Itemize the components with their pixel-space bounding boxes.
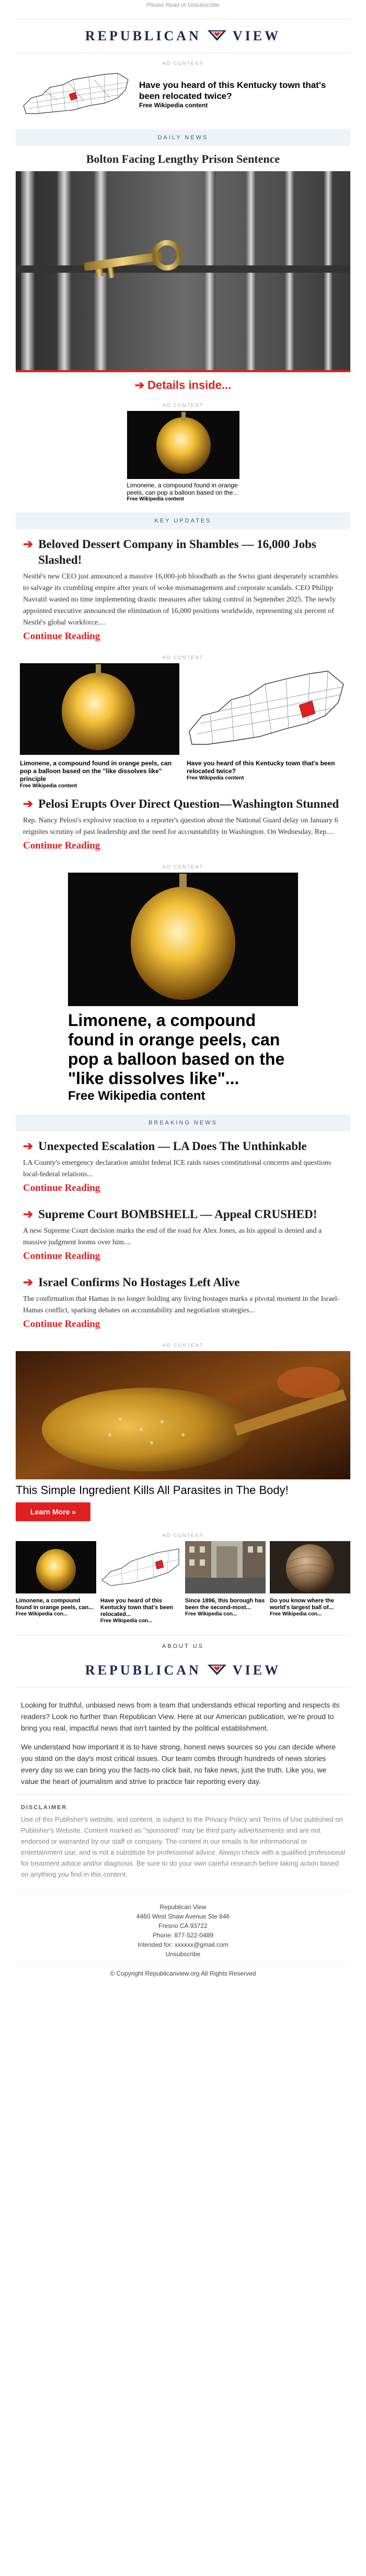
continue-reading-link[interactable]: Continue Reading <box>23 1319 100 1330</box>
story-excerpt: LA County's emergency declaration amidst federal ICE raids raises constitutional concerns and questions local-federal relations... <box>23 1159 331 1178</box>
ad-kentucky-duo[interactable] <box>187 663 346 789</box>
story-headline[interactable]: ➔ Beloved Dessert Company in Shambles — 16,000 Jobs Slashed! <box>23 537 343 568</box>
newsletter <box>16 0 350 1988</box>
story-supreme-court <box>16 1199 350 1267</box>
story-excerpt: Nestlé's new CEO just announced a massive 16,000-job bloodbath as the Swiss giant desperately scrambles to salvage its crumbling empire after years of woke mismanagement and corporate scandals. CEO Philipp Navratil wasted no time implementing drastic measures after taking control in September 2025. The newly appointed executive announced the elimination of 16,000 positions worldwide, representing six percent of Nestlé's global workforce.... <box>23 573 338 627</box>
ad-source: Free Wikipedia content <box>20 783 77 789</box>
ad-caption[interactable]: Limonene, a compound found in orange peels, can pop a balloon based on the... <box>127 482 238 496</box>
footer-city: Fresno CA 93722 <box>158 1922 208 1930</box>
flag-icon <box>207 28 227 44</box>
kentucky-map-image[interactable] <box>21 69 131 119</box>
footer-phone: Phone: 877-522-0489 <box>152 1932 214 1939</box>
brand-word-left: REPUBLICAN <box>85 1663 201 1678</box>
section-daily-news: DAILY NEWS <box>16 129 350 146</box>
footer-address <box>16 1892 350 1964</box>
ad-kentucky[interactable] <box>16 69 350 119</box>
balloon-orange-image[interactable] <box>68 873 298 1006</box>
about-paragraph-1: Looking for truthful, unbiased news from a team that understands ethical reporting and respects its readers? Look no further than Republican View. Here at our American publication, we're proud to bring you real, impactful news that isn't tainted by the political establishment. <box>21 1701 340 1732</box>
spoon-food-image[interactable] <box>16 1351 350 1479</box>
ad-tile[interactable] <box>185 1541 266 1624</box>
ad-label: AD CONTENT <box>162 61 204 66</box>
ad-source: Free Wikipedia con... <box>185 1611 237 1617</box>
brand-word-left: REPUBLICAN <box>85 28 201 43</box>
brand-logo[interactable] <box>16 19 350 53</box>
read-unsubscribe-line[interactable]: Please Read or Unsubscribe <box>146 2 220 8</box>
ad-caption[interactable]: Limonene, a compound found in orange peels, can pop a balloon based on the "like dissolves like" principle <box>20 760 172 783</box>
footer-intended: Intended for: xxxxxx@gmail.com <box>138 1941 228 1948</box>
disclaimer-heading: DISCLAIMER <box>21 1804 67 1811</box>
story-headline[interactable]: ➔ Pelosi Erupts Over Direct Question—Washington Stunned <box>23 796 343 812</box>
right-arrow-icon: ➔ <box>23 1208 33 1221</box>
story-nestle <box>16 529 350 648</box>
continue-reading-link[interactable]: Continue Reading <box>23 1183 100 1194</box>
copyright: © Copyright Republicanview.org All Rights Reserved <box>110 1970 256 1977</box>
story-excerpt: Rep. Nancy Pelosi's explosive reaction to a reporter's question about the National Guard delay on January 6 reignites scrutiny of past leadership and the need for accountability in Washington. On Wednesday, Rep.... <box>23 817 338 836</box>
ad-source: Free Wikipedia con... <box>270 1611 322 1617</box>
kentucky-map-image[interactable] <box>187 663 346 755</box>
flag-icon <box>207 1663 227 1678</box>
ad-tile[interactable] <box>270 1541 350 1624</box>
ad-caption[interactable]: Do you know where the world's largest ball of... <box>270 1598 334 1611</box>
ad-source: Free Wikipedia content <box>127 496 184 502</box>
kentucky-map-image[interactable] <box>100 1541 181 1593</box>
ad-title[interactable]: Have you heard of this Kentucky town that's been relocated twice? <box>139 80 326 101</box>
unsubscribe-link[interactable]: Unsubscribe <box>165 1950 201 1958</box>
lead-headline[interactable]: Bolton Facing Lengthy Prison Sentence <box>86 152 280 165</box>
ad-label: AD CONTENT <box>162 1533 204 1538</box>
story-israel <box>16 1267 350 1335</box>
ad-limonene-duo[interactable] <box>20 663 179 789</box>
right-arrow-icon: ➔ <box>23 538 33 551</box>
ad-source: Free Wikipedia content <box>68 1089 205 1103</box>
story-excerpt: A new Supreme Court decision marks the end of the road for Alex Jones, as his appeal is denied and a massive judgment looms over him.... <box>23 1227 322 1246</box>
story-pelosi <box>16 789 350 857</box>
about-paragraph-2: We understand how important it is to have strong, honest news sources so you can decide where you stand on the day's most critical issues. Our team combs through hundreds of news stories every day so we can bring you the facts-no click bait, no fake news, just the truth. Like you, we value the heart of journalism and strive to practice fair reporting every day. <box>21 1743 336 1786</box>
story-headline[interactable]: ➔ Unexpected Escalation — LA Does The Unthinkable <box>23 1139 343 1154</box>
ad-label: AD CONTENT <box>162 403 204 408</box>
story-excerpt: The confirmation that Hamas is no longer holding any living hostages marks a pivotal moment in the Israel-Hamas conflict, sparking debates on accountability and negotiation strategies... <box>23 1295 340 1314</box>
brand-word-right: VIEW <box>232 28 281 43</box>
balloon-orange-image[interactable] <box>20 663 179 755</box>
ad-parasites[interactable] <box>16 1351 350 1521</box>
section-about-us: ABOUT US <box>162 1643 204 1649</box>
ad-limonene-large[interactable] <box>68 873 298 1104</box>
prison-bars-image[interactable] <box>16 171 350 372</box>
ad-caption[interactable]: This Simple Ingredient Kills All Parasites in The Body! <box>16 1484 289 1497</box>
ad-caption[interactable]: Since 1896, this borough has been the second-most... <box>185 1598 265 1611</box>
brand-logo-footer[interactable] <box>16 1654 350 1687</box>
ad-caption[interactable]: Limonene, a compound found in orange peels, can... <box>16 1598 94 1611</box>
twine-ball-image[interactable] <box>270 1541 350 1593</box>
street-photo-image[interactable] <box>185 1541 266 1593</box>
ad-source: Free Wikipedia con... <box>16 1611 68 1617</box>
ad-duo <box>16 663 350 789</box>
ad-caption[interactable]: Limonene, a compound found in orange peels, can pop a balloon based on the "like dissolves like"... <box>68 1011 285 1088</box>
ad-tile[interactable] <box>16 1541 96 1624</box>
ad-source: Free Wikipedia content <box>139 101 208 109</box>
disclaimer-text: Use of this Publisher's website, and content, is subject to the Privacy Policy and Terms of Use published on Publisher's Website. Content marked as "sponsored" may be third party advertisements and are not endorsed or warranted by our staff or company. The content in our emails is for informational or entertainment use, and is not a substitute for professional advice. Always check with a qualified professional for treatment advice and/or diagnosis. Be sure to do your own careful research before taking action based on anything you find in this content. <box>21 1815 346 1878</box>
right-arrow-icon: ➔ <box>23 797 33 810</box>
continue-reading-link[interactable]: Continue Reading <box>23 631 100 642</box>
details-link[interactable] <box>16 372 350 395</box>
ad-tile[interactable] <box>100 1541 181 1624</box>
continue-reading-link[interactable]: Continue Reading <box>23 1251 100 1262</box>
ad-source: Free Wikipedia content <box>187 775 244 781</box>
ad-caption[interactable]: Have you heard of this Kentucky town that's been relocated... <box>100 1598 173 1618</box>
section-breaking-news: BREAKING NEWS <box>16 1114 350 1131</box>
ad-limonene-small[interactable] <box>127 411 239 502</box>
ad-caption[interactable]: Have you heard of this Kentucky town that's been relocated twice? <box>187 760 335 775</box>
ad-label: AD CONTENT <box>162 655 204 660</box>
balloon-orange-image[interactable] <box>16 1541 96 1593</box>
right-arrow-icon: ➔ <box>23 1140 33 1153</box>
balloon-orange-image[interactable] <box>127 411 239 479</box>
continue-reading-link[interactable]: Continue Reading <box>23 840 100 851</box>
learn-more-button[interactable]: Learn More » <box>16 1502 90 1521</box>
section-key-updates: KEY UPDATES <box>16 512 350 529</box>
brand-word-right: VIEW <box>232 1663 281 1678</box>
ad-source: Free Wikipedia con... <box>100 1618 153 1624</box>
right-arrow-icon: ➔ <box>134 378 145 392</box>
story-headline[interactable]: ➔ Israel Confirms No Hostages Left Alive <box>23 1275 343 1290</box>
story-la <box>16 1131 350 1199</box>
story-headline[interactable]: ➔ Supreme Court BOMBSHELL — Appeal CRUSHED! <box>23 1207 343 1222</box>
ad-label: AD CONTENT <box>162 864 204 869</box>
footer-street: 4460 West Shaw Avenue Ste 846 <box>136 1913 230 1920</box>
ad-label: AD CONTENT <box>162 1343 204 1348</box>
details-label: Details inside... <box>147 378 232 392</box>
right-arrow-icon: ➔ <box>23 1276 33 1289</box>
ad-grid <box>16 1541 350 1624</box>
footer-company: Republican View <box>159 1903 207 1911</box>
